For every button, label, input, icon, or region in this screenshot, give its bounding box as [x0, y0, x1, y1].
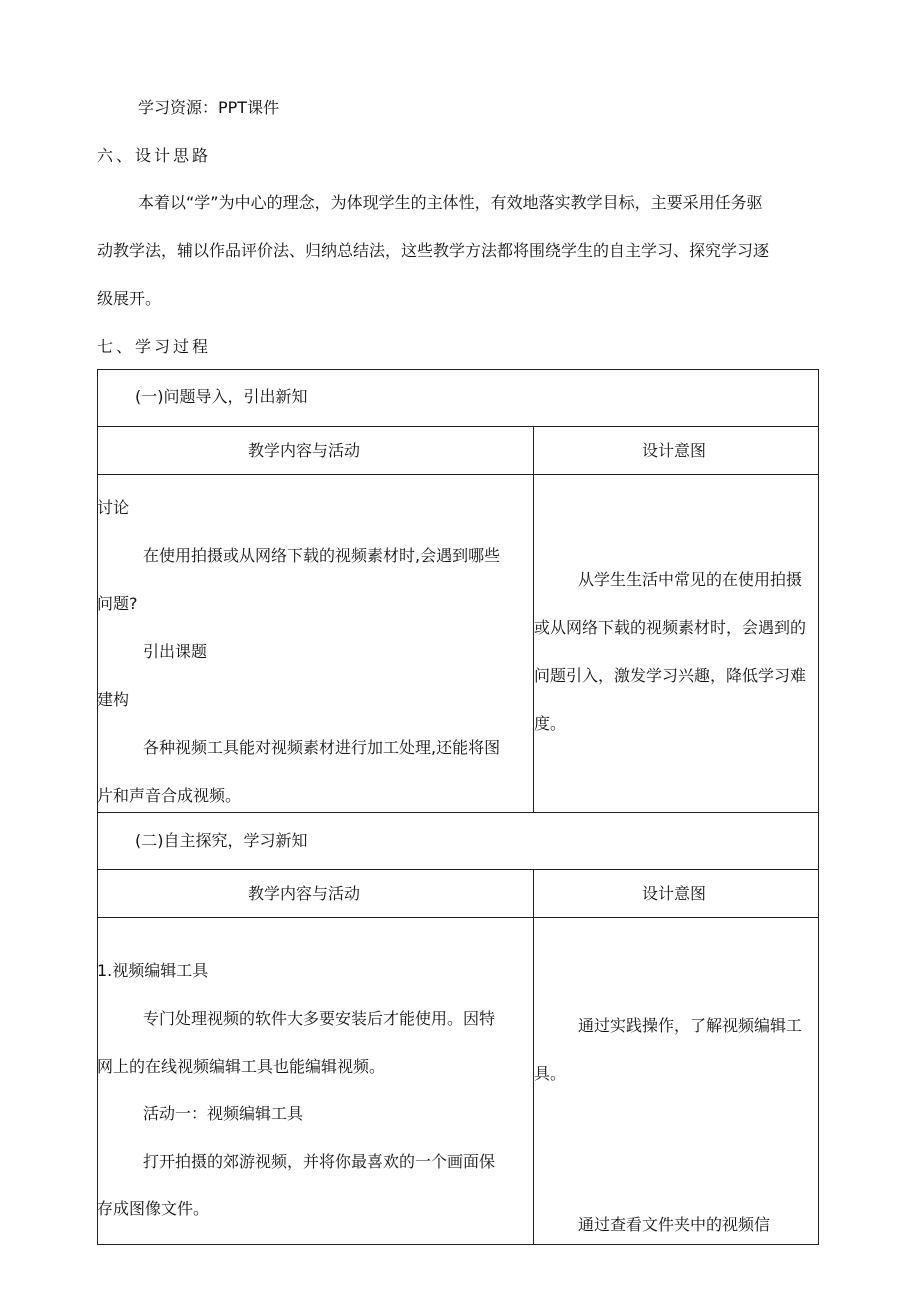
- part-1-content-line: 各种视频工具能对视频素材进行加工处理,还能将图: [143, 738, 501, 757]
- part-2-content-line: 存成图像文件。: [97, 1199, 210, 1218]
- table-border-top: [97, 369, 819, 370]
- part-2-content-line: 1.视频编辑工具: [97, 961, 209, 980]
- table-rule: [97, 812, 819, 813]
- part-1-content-header: 教学内容与活动: [248, 441, 361, 460]
- section-6-title: 六、设计思路: [97, 146, 212, 165]
- part-1-title: (一)问题导入，引出新知: [135, 387, 308, 406]
- design-paragraph-line-2: 动教学法，辅以作品评价法、归纳总结法，这些教学方法都将围绕学生的自主学习、探究学习逐: [97, 241, 770, 260]
- table-border-bottom: [97, 1244, 819, 1245]
- resources-line: 学习资源：PPT课件: [138, 98, 280, 117]
- part-1-intent-line: 度。: [534, 714, 567, 733]
- table-column-divider: [533, 869, 534, 1245]
- part-1-content-line: 在使用拍摄或从网络下载的视频素材时,会遇到哪些: [143, 546, 501, 565]
- part-1-content-line: 问题?: [97, 594, 138, 613]
- part-2-content-line: 专门处理视频的软件大多要安装后才能使用。因特: [143, 1009, 496, 1028]
- part-1-intent-header: 设计意图: [642, 441, 707, 460]
- part-1-intent-line: 或从网络下载的视频素材时，会遇到的: [534, 618, 807, 637]
- part-1-content-line: 引出课题: [143, 642, 208, 661]
- design-paragraph-line-3: 级展开。: [97, 289, 162, 308]
- part-2-content-line: 打开拍摄的郊游视频，并将你最喜欢的一个画面保: [143, 1152, 496, 1171]
- part-2-content-line: 网上的在线视频编辑工具也能编辑视频。: [97, 1057, 386, 1076]
- part-1-content-line: 讨论: [97, 498, 130, 517]
- table-border-right: [818, 369, 819, 1245]
- table-rule: [97, 917, 819, 918]
- part-1-content-line: 建构: [97, 690, 130, 709]
- part-2-intent-line: 通过实践操作，了解视频编辑工: [578, 1016, 803, 1035]
- part-1-content-line: 片和声音合成视频。: [97, 786, 242, 805]
- part-2-content-header: 教学内容与活动: [248, 884, 361, 903]
- table-rule: [97, 474, 819, 475]
- section-7-title: 七、学习过程: [97, 337, 212, 356]
- part-1-intent-line: 从学生生活中常见的在使用拍摄: [578, 570, 803, 589]
- part-2-intent-line: 具。: [534, 1064, 567, 1083]
- table-rule: [97, 869, 819, 870]
- part-1-intent-line: 问题引入，激发学习兴趣，降低学习难: [534, 666, 807, 685]
- part-2-title: (二)自主探究，学习新知: [135, 831, 308, 850]
- table-rule: [97, 426, 819, 427]
- part-2-content-line: 活动一：视频编辑工具: [143, 1104, 304, 1123]
- design-paragraph-line-1: 本着以“学”为中心的理念，为体现学生的主体性，有效地落实教学目标，主要采用任务驱: [138, 193, 763, 212]
- part-2-intent-header: 设计意图: [642, 884, 707, 903]
- part-2-intent-line: 通过查看文件夹中的视频信: [578, 1215, 771, 1234]
